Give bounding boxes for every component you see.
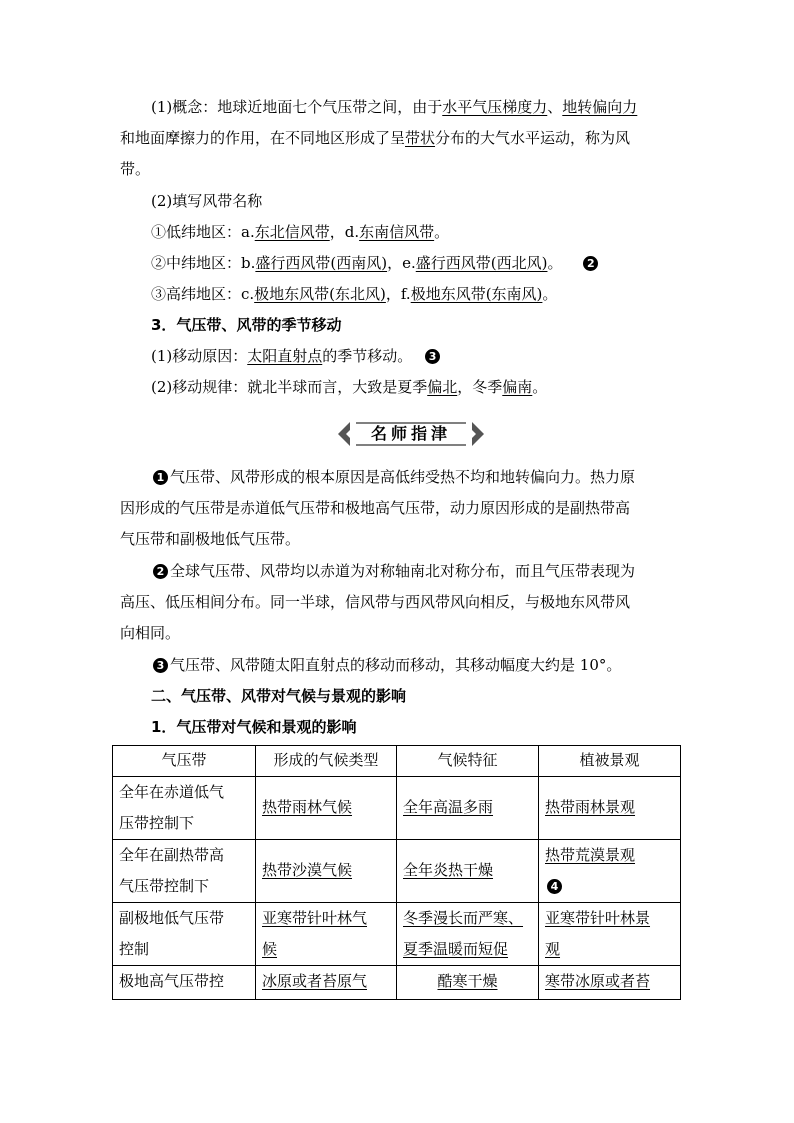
cell-text: 气压带控制下 <box>119 877 210 895</box>
table-row-3-veg <box>539 902 680 965</box>
concept-line-2 <box>120 128 630 148</box>
concept-text: 和地面摩擦力的作用，在不同地区形成了呈 <box>120 129 406 147</box>
table-row-4-veg <box>539 966 680 996</box>
answer-term: 冰原或者苔原气 <box>262 972 368 990</box>
punct: 。 <box>542 285 558 303</box>
note-text: 气压带、风带随太阳直射点的移动而移动，其移动幅度大约是 10°。 <box>170 656 622 674</box>
answer-term: 太阳直射点 <box>247 347 323 365</box>
answer-term: 东北信风带 <box>254 223 330 241</box>
note-2-line-3: 向相同。 <box>120 624 181 642</box>
section-2-heading: 二、气压带、风带对气候与景观的影响 <box>151 687 407 705</box>
answer-term: 冬季漫长而严寒、 <box>403 909 524 927</box>
answer-term: 全年高温多雨 <box>403 798 494 816</box>
answer-term: 热带荒漠景观 <box>545 846 636 864</box>
banner-title: 名师指津 <box>370 424 451 443</box>
answer-term: 全年炎热干燥 <box>403 861 494 879</box>
table-row-3-belt <box>113 902 255 965</box>
table-row-2-feature <box>397 855 538 885</box>
names-heading: (2)填写风带名称 <box>151 192 263 210</box>
concept-line-3 <box>120 159 150 179</box>
answer-term: 热带沙漠气候 <box>262 861 353 879</box>
note-marker-3[interactable]: 3 <box>425 349 440 364</box>
punct: 。 <box>547 254 563 272</box>
cell-text: 极地高气压带控 <box>119 972 225 990</box>
seasonal-cause-line <box>151 346 442 366</box>
table-row-2-veg <box>539 839 680 902</box>
cell-text: 副极地低气压带 <box>119 909 225 927</box>
punct: 。 <box>532 378 548 396</box>
note-2-line-1 <box>151 561 635 581</box>
label: ，f. <box>385 285 411 303</box>
table-header-climate: 形成的气候类型 <box>273 751 379 769</box>
table-row-1-climate <box>256 792 396 822</box>
answer-term: 寒带冰原或者苔 <box>545 972 651 990</box>
answer-term: 盛行西风带(西南风) <box>255 254 388 272</box>
note-marker-1: 1 <box>153 470 168 485</box>
answer-term: 地转偏向力 <box>562 98 638 116</box>
label: ，d. <box>329 223 360 241</box>
cell-text: 控制 <box>119 940 150 958</box>
high-latitude-line <box>151 284 557 304</box>
answer-term: 极地东风带(东北风) <box>254 285 386 303</box>
note-1-line-2: 因形成的气压带是赤道低气压带和极地高气压带，动力原因形成的是副热带高 <box>120 499 631 517</box>
concept-text: 带。 <box>120 160 151 178</box>
label: ，冬季 <box>457 378 503 396</box>
note-2-line-2: 高压、低压相间分布。同一半球，信风带与西风带风向相反，与极地东风带风 <box>120 593 631 611</box>
table-row-4-belt <box>113 966 255 996</box>
low-latitude-line <box>151 222 449 242</box>
answer-term: 盛行西风带(西北风) <box>415 254 548 272</box>
answer-term: 东南信风带 <box>359 223 435 241</box>
note-text: 全球气压带、风带均以赤道为对称轴南北对称分布，而且气压带表现为 <box>170 562 636 580</box>
cell-text: 压带控制下 <box>119 814 195 832</box>
answer-term: 偏北 <box>427 378 458 396</box>
answer-term: 酷寒干燥 <box>437 972 498 990</box>
seasonal-law-line <box>151 377 547 397</box>
concept-text: (1)概念：地球近地面七个气压带之间，由于 <box>151 98 443 116</box>
label: ③高纬地区：c. <box>151 285 255 303</box>
note-3-line-1 <box>151 655 621 675</box>
label: (1)移动原因： <box>151 347 248 365</box>
separator: 、 <box>547 98 563 116</box>
label: ②中纬地区：b. <box>151 254 256 272</box>
table-row-2-climate <box>256 855 396 885</box>
answer-term: 极地东风带(东南风) <box>410 285 543 303</box>
answer-term: 候 <box>262 940 278 958</box>
concept-line-1 <box>151 97 637 117</box>
table-header-feature: 气候特征 <box>437 751 498 769</box>
cell-text: 全年在赤道低气 <box>119 783 225 801</box>
answer-term: 观 <box>545 940 561 958</box>
table-header-vegetation: 植被景观 <box>579 751 640 769</box>
label: 的季节移动。 <box>322 347 413 365</box>
note-marker-2: 2 <box>153 564 168 579</box>
note-marker-4[interactable]: 4 <box>547 879 562 894</box>
concept-text: 分布的大气水平运动，称为风 <box>435 129 631 147</box>
label: (2)移动规律：就北半球而言，大致是夏季 <box>151 378 428 396</box>
table-row-1-feature <box>397 792 538 822</box>
answer-term: 水平气压梯度力 <box>442 98 548 116</box>
label: ①低纬地区：a. <box>151 223 255 241</box>
section-2-subheading: 1．气压带对气候和景观的影响 <box>151 718 357 736</box>
answer-term: 亚寒带针叶林气 <box>262 909 368 927</box>
note-marker-2[interactable]: 2 <box>583 256 598 271</box>
table-row-4-climate <box>256 966 396 996</box>
note-1-line-3: 气压带和副极地低气压带。 <box>120 530 301 548</box>
table-row-4-feature <box>397 966 538 996</box>
answer-term: 偏南 <box>502 378 533 396</box>
note-1-line-1 <box>151 467 635 487</box>
table-row-3-climate <box>256 902 396 965</box>
seasonal-heading: 3．气压带、风带的季节移动 <box>151 316 342 334</box>
note-text: 气压带、风带形成的根本原因是高低纬受热不均和地转偏向力。热力原 <box>170 468 636 486</box>
climate-table <box>112 745 681 1000</box>
table-row-3-feature <box>397 902 538 965</box>
table-row-1-belt <box>113 776 255 839</box>
answer-term: 热带雨林气候 <box>262 798 353 816</box>
note-marker-3: 3 <box>153 658 168 673</box>
answer-term: 热带雨林景观 <box>545 798 636 816</box>
punct: 。 <box>434 223 450 241</box>
tips-banner <box>336 419 486 449</box>
mid-latitude-line <box>151 253 600 273</box>
answer-term: 夏季温暖而短促 <box>403 940 509 958</box>
answer-term: 带状 <box>405 129 436 147</box>
cell-text: 全年在副热带高 <box>119 846 225 864</box>
label: ，e. <box>387 254 416 272</box>
table-header-belt: 气压带 <box>161 751 207 769</box>
table-row-1-veg <box>539 792 680 822</box>
answer-term: 亚寒带针叶林景 <box>545 909 651 927</box>
table-row-2-belt <box>113 839 255 902</box>
